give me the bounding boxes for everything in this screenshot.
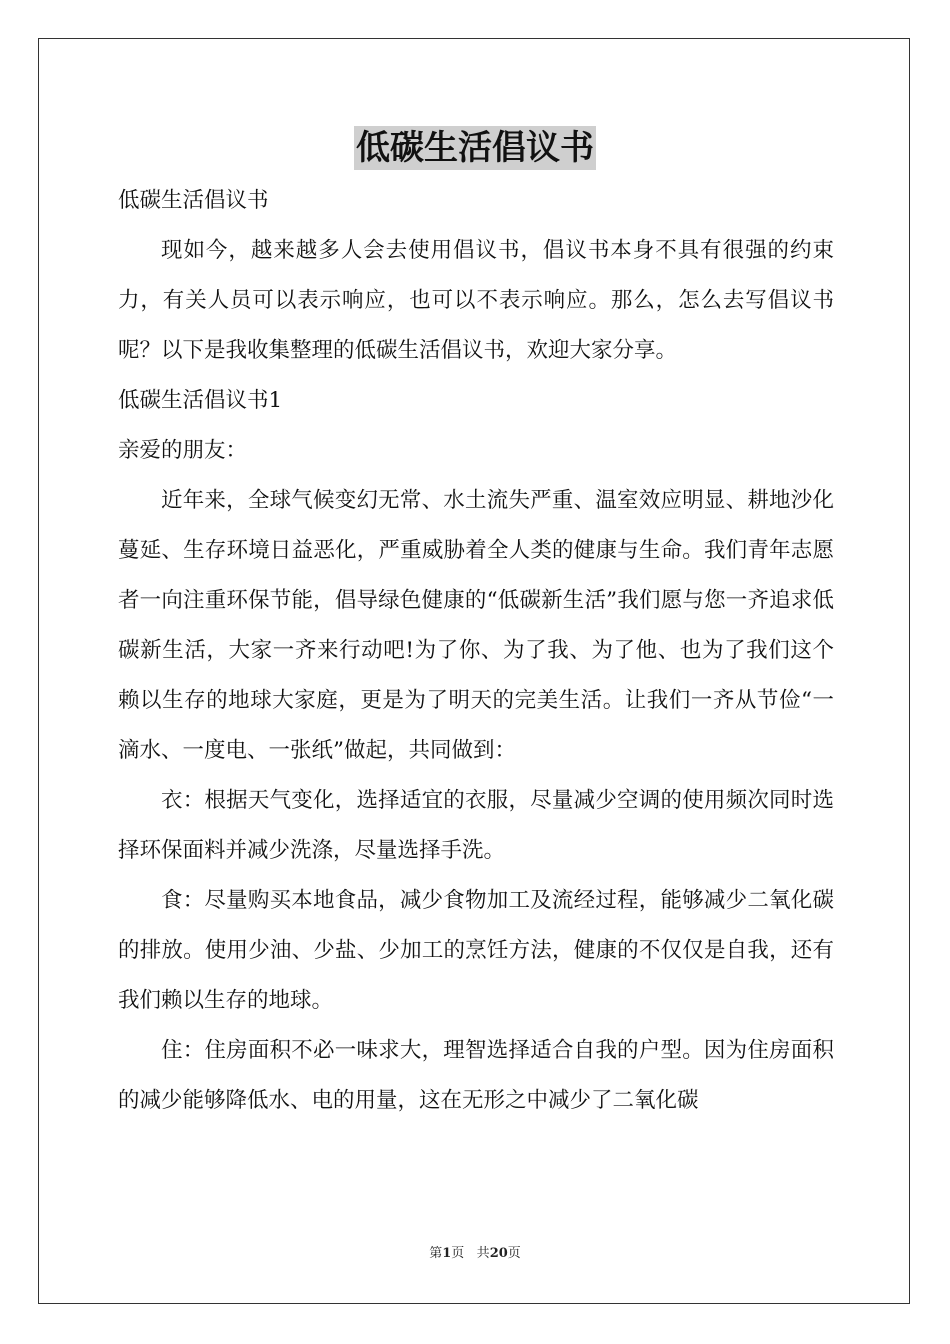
document-title: 低碳生活倡议书 <box>356 128 594 168</box>
current-page-number: 1 <box>442 1246 452 1261</box>
document-body <box>118 176 834 1126</box>
housing-paragraph: 住：住房面积不必一味求大，理智选择适合自我的户型。因为住房面积的减少能够降低水、电的用量，这在无形之中减少了二氧化碳 <box>118 1038 834 1113</box>
food-paragraph: 食：尽量购买本地食品，减少食物加工及流经过程，能够减少二氧化碳的排放。使用少油、少盐、少加工的烹饪方法，健康的不仅仅是自我，还有我们赖以生存的地球。 <box>118 888 834 1013</box>
footer-page-unit: 页 <box>451 1246 465 1261</box>
footer-total-unit: 页 <box>507 1246 521 1261</box>
subtitle-paragraph: 低碳生活倡议书 <box>118 188 269 213</box>
footer-prefix: 第 <box>429 1246 443 1261</box>
total-pages-number: 20 <box>489 1246 508 1261</box>
title-container <box>0 126 950 170</box>
clothing-paragraph: 衣：根据天气变化，选择适宜的衣服，尽量减少空调的使用频次同时选择环保面料并减少洗涤，尽量选择手洗。 <box>118 788 834 863</box>
intro-paragraph: 现如今，越来越多人会去使用倡议书，倡议书本身不具有很强的约束力，有关人员可以表示响应，也可以不表示响应。那么，怎么去写倡议书呢？以下是我收集整理的低碳生活倡议书，欢迎大家分享。 <box>118 238 834 363</box>
salutation: 亲爱的朋友： <box>118 438 248 463</box>
page-footer <box>0 1245 950 1263</box>
body-paragraph: 近年来，全球气候变幻无常、水土流失严重、温室效应明显、耕地沙化蔓延、生存环境日益恶化，严重威胁着全人类的健康与生命。我们青年志愿者一向注重环保节能，倡导绿色健康的“低碳新生活”我们愿与您一齐追求低碳新生活，大家一齐来行动吧!为了你、为了我、为了他、也为了我们这个赖以生存的地球大家庭，更是为了明天的完美生活。让我们一齐从节俭“一滴水、一度电、一张纸”做起，共同做到： <box>118 488 834 763</box>
section-heading: 低碳生活倡议书1 <box>118 388 283 413</box>
footer-total-prefix: 共 <box>476 1246 490 1261</box>
